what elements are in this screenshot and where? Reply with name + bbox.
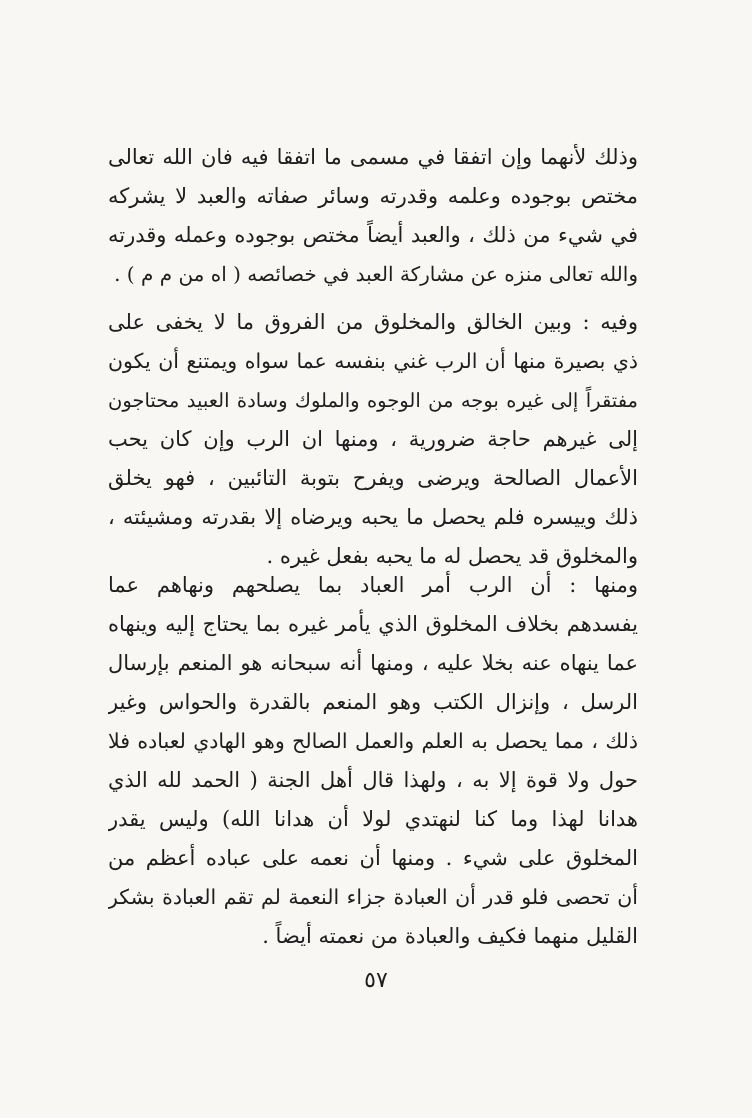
text-line: القليل منهما فكيف والعبادة من نعمته أيضاً . — [262, 924, 638, 948]
text-line: وذلك لأنهما وإن اتفقا في مسمى ما اتفقا فيه فان الله تعالى — [108, 145, 638, 169]
text-line: في شيء من ذلك ، والعبد أيضاً مختص بوجوده وعمله وقدرته — [108, 223, 638, 247]
text-line: أن تحصى فلو قدر أن العبادة جزاء النعمة لم تقم العبادة بشكر — [108, 885, 638, 909]
text-line: المخلوق على شيء . ومنها أن نعمه على عباده أعظم من — [108, 846, 638, 870]
paragraph-1 — [108, 138, 638, 294]
text-line: هدانا لهذا وما كنا لنهتدي لولا أن هدانا الله) وليس يقدر — [108, 807, 638, 831]
text-line: والمخلوق قد يحصل له ما يحبه بفعل غيره . — [266, 544, 638, 568]
text-line: مختص بوجوده وعلمه وقدرته وسائر صفاته والعبد لا يشركه — [108, 184, 638, 208]
text-line: ومنها : أن الرب أمر العباد بما يصلحهم ونهاهم عما — [108, 573, 638, 597]
paragraph-3 — [108, 566, 638, 956]
text-line: والله تعالى منزه عن مشاركة العبد في خصائصه ( اه من م م ) . — [114, 262, 638, 286]
text-line: حول ولا قوة إلا به ، ولهذا قال أهل الجنة ( الحمد لله الذي — [108, 768, 638, 792]
paragraph-2 — [108, 303, 638, 576]
text-line: ذلك وييسره فلم يحصل ما يحبه ويرضاه إلا بقدرته ومشيئته ، — [108, 505, 638, 529]
text-line: يفسدهم بخلاف المخلوق الذي يأمر غيره بما يحتاج إليه وينهاه — [108, 612, 638, 636]
text-line: عما ينهاه عنه بخلا عليه ، ومنها أنه سبحانه هو المنعم بإرسال — [108, 651, 638, 675]
text-line: ذي بصيرة منها أن الرب غني بنفسه عما سواه ويمتنع أن يكون — [108, 349, 638, 373]
page-number: ٥٧ — [364, 968, 388, 993]
text-line: الأعمال الصالحة ويرضى ويفرح بتوبة التائبين ، فهو يخلق — [108, 466, 638, 490]
text-line: وفيه : وبين الخالق والمخلوق من الفروق ما لا يخفى على — [108, 310, 638, 334]
text-line: مفتقراً إلى غيره بوجه من الوجوه والملوك وسادة العبيد محتاجون — [108, 389, 638, 412]
text-line: ذلك ، مما يحصل به العلم والعمل الصالح وهو الهادي لعباده فلا — [108, 729, 638, 753]
text-line: إلى غيرهم حاجة ضرورية ، ومنها ان الرب وإن كان يحب — [108, 427, 638, 451]
text-line: الرسل ، وإنزال الكتب وهو المنعم بالقدرة والحواس وغير — [108, 690, 638, 714]
